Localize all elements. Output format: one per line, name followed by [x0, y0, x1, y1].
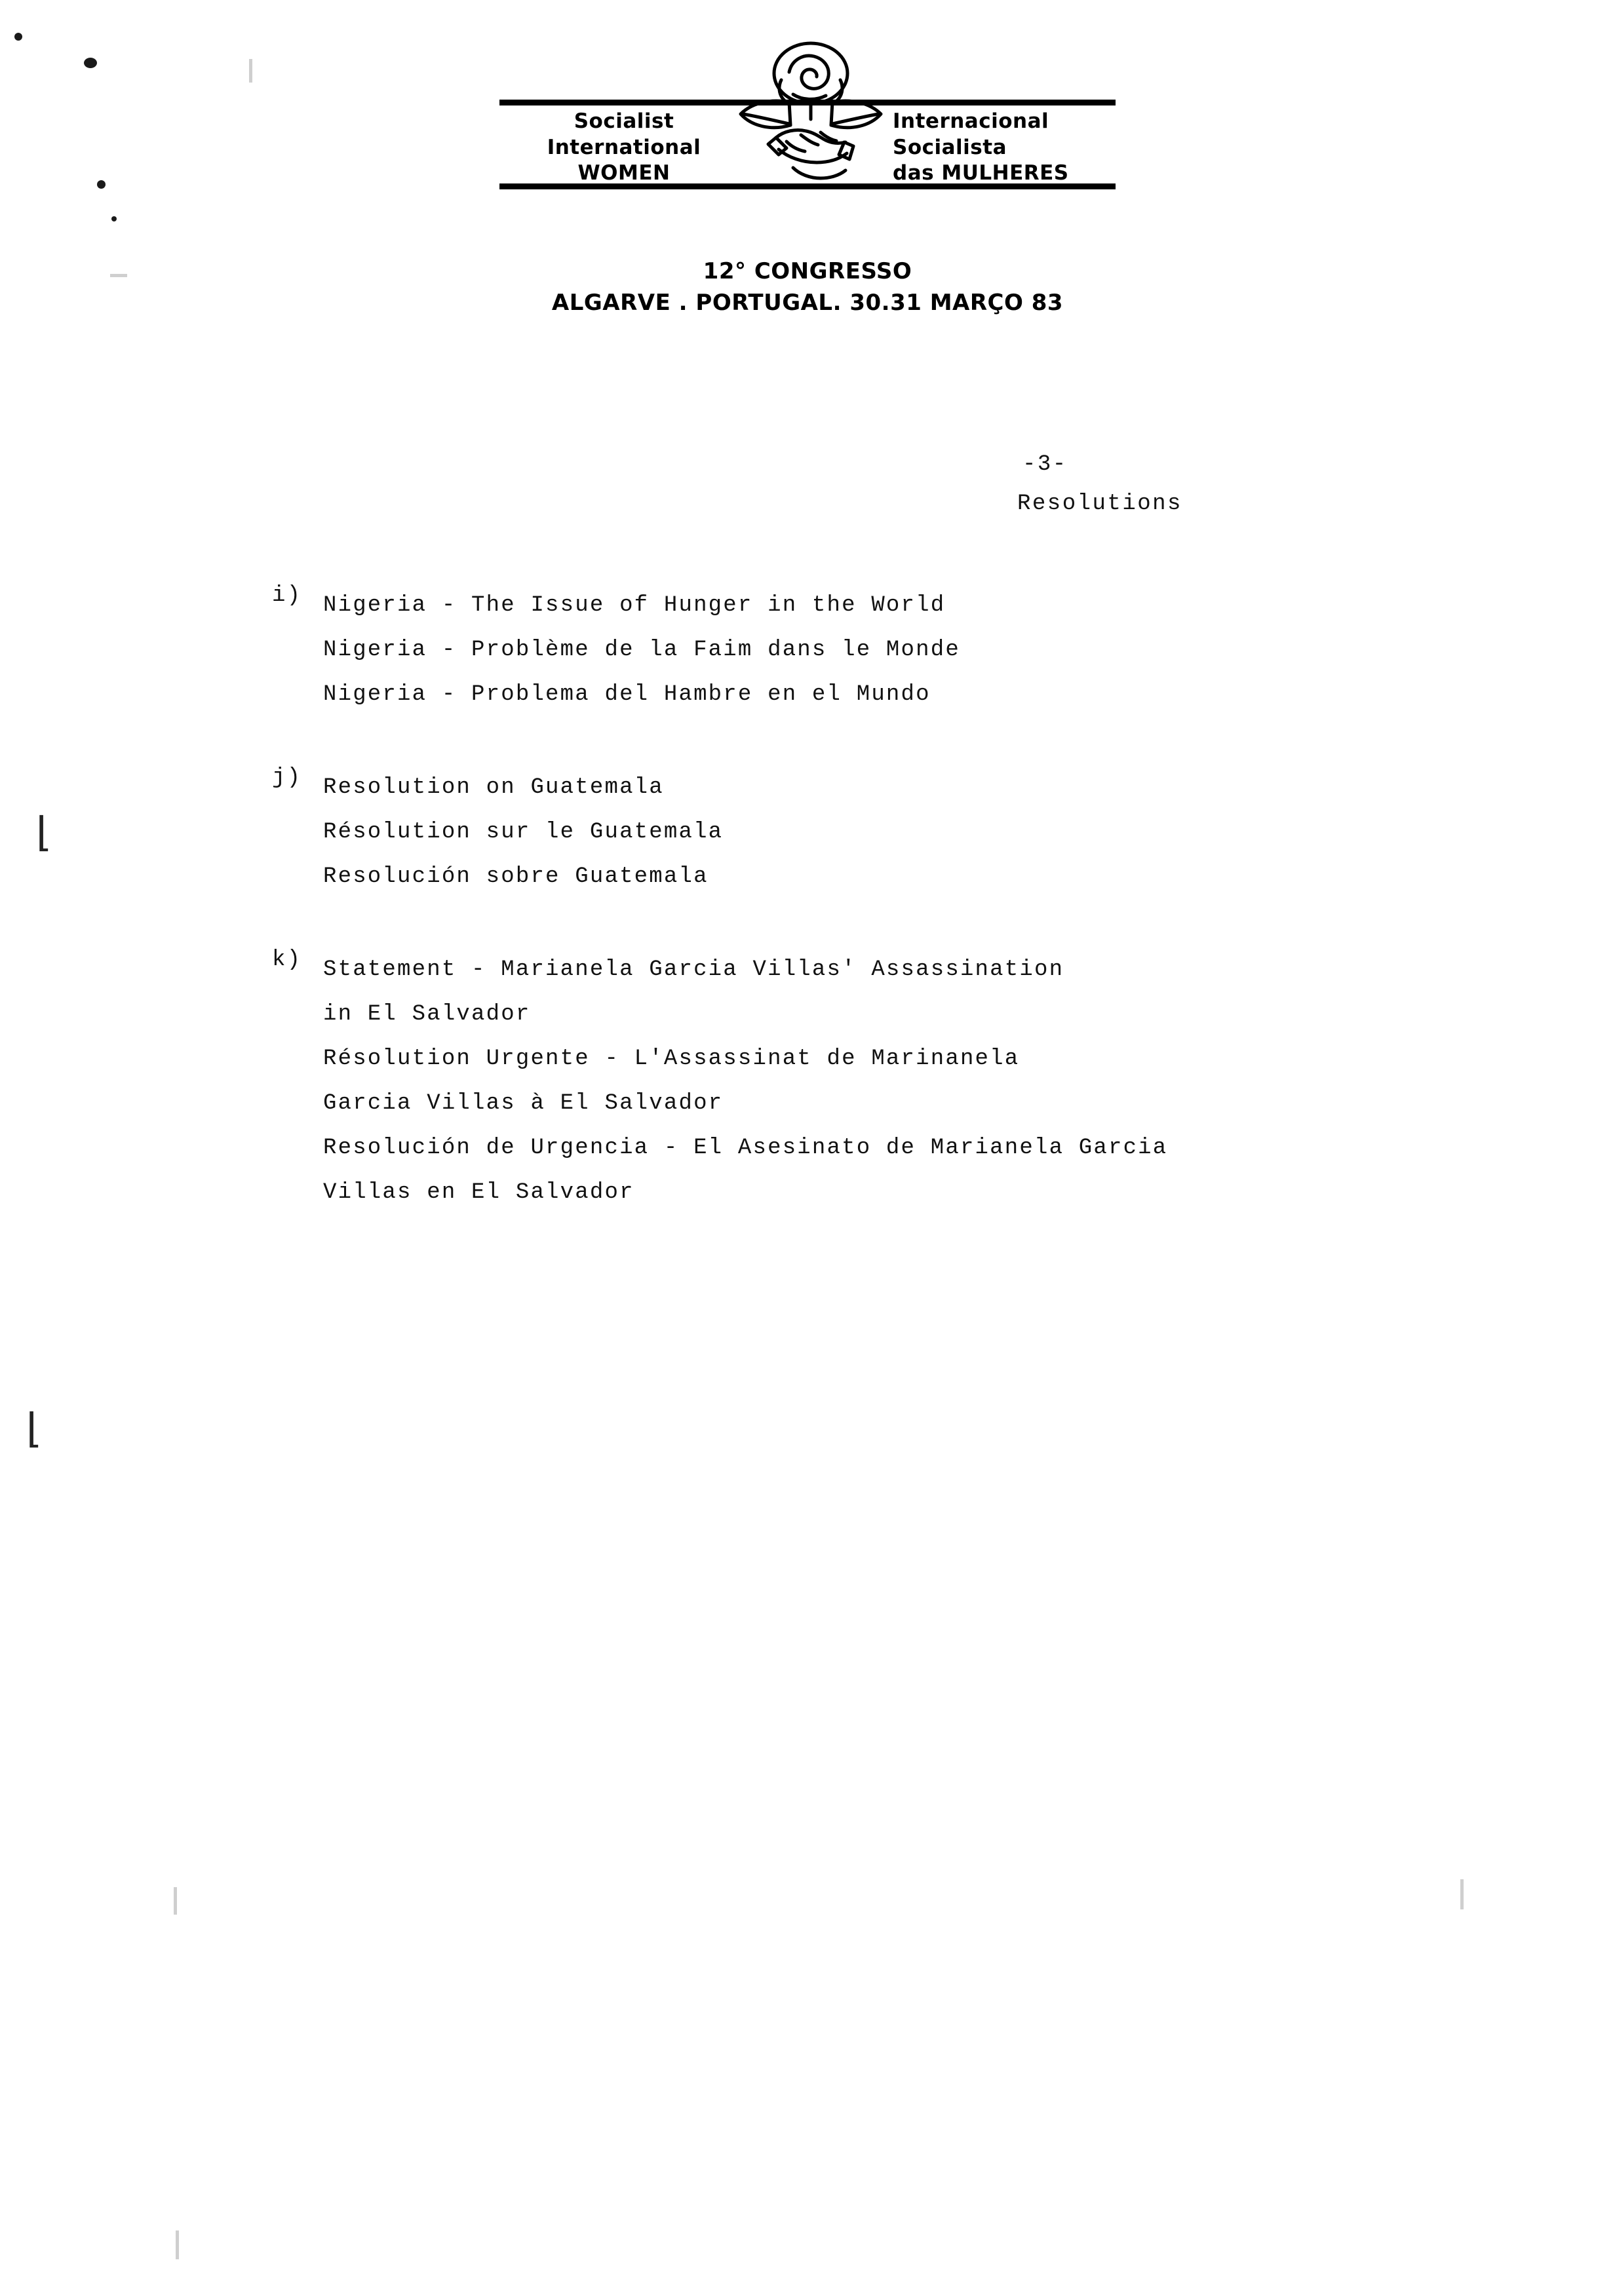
list-item	[272, 947, 1452, 1215]
list-item-line: Resolución de Urgencia - El Asesinato de Marianela Garcia	[323, 1136, 1168, 1160]
list-item-line: Villas en El Salvador	[323, 1180, 634, 1205]
org-pt-line-1: Internacional	[893, 109, 1049, 133]
list-item-marker: j)	[272, 765, 302, 790]
list-item-line: Nigeria - Problema del Hambre en el Mundo	[323, 682, 931, 707]
org-en-line-1: Socialist	[574, 109, 674, 133]
list-item-line: Resolución sobre Guatemala	[323, 864, 709, 889]
list-item-line: Résolution Urgente - L'Assassinat de Marinanela	[323, 1046, 1020, 1071]
organization-name-en	[526, 109, 722, 187]
resolutions-list	[272, 583, 1452, 1263]
letterhead	[0, 39, 1615, 316]
org-pt-line-3: das MULHERES	[893, 161, 1069, 185]
list-item-lines	[323, 583, 1452, 717]
list-item-lines	[323, 947, 1452, 1215]
org-pt-line-2: Socialista	[893, 135, 1007, 159]
rose-and-handshake-emblem	[716, 39, 906, 203]
list-item	[272, 583, 1452, 717]
organization-name-pt	[893, 109, 1109, 187]
list-item-marker: k)	[272, 947, 302, 972]
list-item-line: Statement - Marianela Garcia Villas' Assassination	[323, 957, 1064, 982]
scan-streak	[176, 2230, 179, 2259]
org-en-line-3: WOMEN	[577, 161, 671, 185]
congress-number: 12° CONGRESSO	[703, 258, 912, 284]
list-item	[272, 765, 1452, 899]
list-item-line: Garcia Villas à El Salvador	[323, 1091, 724, 1116]
document-subtitle: Resolutions	[1017, 491, 1182, 516]
scan-streak	[174, 1887, 177, 1915]
list-item-line: in El Salvador	[323, 1002, 531, 1027]
list-item-marker: i)	[272, 583, 302, 608]
scan-streak	[1460, 1879, 1464, 1909]
letterhead-block	[499, 39, 1116, 256]
list-item-line: Resolution on Guatemala	[323, 775, 664, 800]
pencil-mark: ⌊	[26, 1407, 43, 1451]
list-item-line: Résolution sur le Guatemala	[323, 820, 724, 845]
congress-location-date: ALGARVE . PORTUGAL. 30.31 MARÇO 83	[551, 290, 1064, 316]
page-number: -3-	[1022, 452, 1068, 477]
list-item-line: Nigeria - Problème de la Faim dans le Monde	[323, 638, 960, 662]
congress-caption	[552, 258, 1063, 316]
list-item-lines	[323, 765, 1452, 899]
org-en-line-2: International	[547, 135, 701, 159]
pencil-mark: ⌊	[36, 811, 52, 855]
list-item-line: Nigeria - The Issue of Hunger in the World	[323, 593, 946, 618]
